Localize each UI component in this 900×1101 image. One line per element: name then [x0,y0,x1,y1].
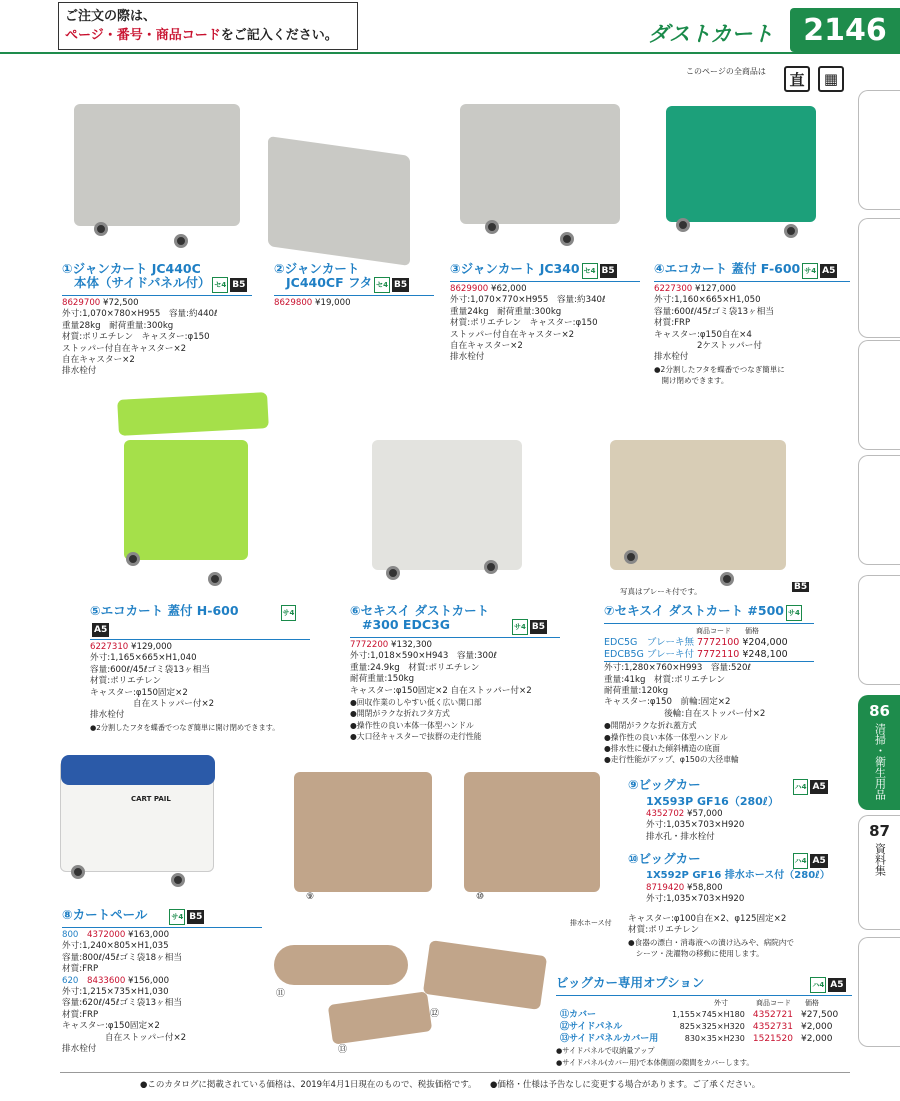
product-image-f600 [666,106,816,222]
product-code: 8629700 [62,298,101,308]
price: ¥62,000 [491,284,527,294]
hose-label: 排水ホース付 [570,919,612,927]
side-tab-blank-3[interactable] [858,340,900,450]
product-image-jc440c [74,104,240,226]
badge-p6: サ4 [512,619,528,635]
bigcar-common-specs: キャスター:φ100自在×2、φ125固定×2 材質:ポリエチレン ●食器の漂白・消毒液への漬け込みや、病院内で シーツ・洗濯物の移動に使用します。 [628,914,794,959]
side-tab-blank-5[interactable] [858,575,900,685]
photo-note: 写真はブレーキ付です。 [620,587,702,596]
badge-p9: ハ4 [793,779,809,795]
product-image-bigcar-10 [464,772,600,892]
badge-p1: セ4 [212,277,228,293]
product-image-side-panel [423,940,547,1010]
product-image-bigcar-9 [294,772,432,892]
table-row: ⑫サイドパネル 825×325×H320 4352731 ¥2,000 [560,1022,833,1033]
options-table [556,1009,842,1045]
badge-b-p3: B5 [601,266,615,276]
badge-p5: サ4 [281,605,297,621]
badge-p4: サ4 [802,263,818,279]
img-label-12: ⑫ [430,1009,440,1019]
category-title: ダストカート [648,22,774,46]
header-rule [0,52,900,54]
img-label-11: ⑪ [276,989,286,999]
table-row: ⑬サイドパネルカバー用 830×35×H230 1521520 ¥2,000 [560,1034,833,1045]
product-code: 6227300 [654,284,693,294]
bigcar-options: ビッグカー専用オプション ハ4 A5 外寸 商品コード 価格 ⑪カバー 1,155×745×H180 4352721 ¥27,500 ⑫サイドパネル 825×325×H320 4352731 ¥2,000 ⑬サイドパネルカバー用 830×35×H230 1521520 ¥2,000 ●サイドパネルで収納量アップ ●サイドパネル(カバー用)で本体側面の隙間をカバーします。 [556,976,852,1068]
product-code: 7772200 [350,640,389,650]
product-code: 8629900 [450,284,489,294]
badge-b-p1: B5 [232,280,246,290]
product-image-edc5g [610,440,786,570]
product-8: ⑧カートペール サ4 B5 800 4372000 ¥163,000 外寸:1,240×805×H1,035 容量:800ℓ/45ℓゴミ袋18ヶ相当 材質:FRP 620 8433600 ¥156,000 外寸:1,215×735×H1,030 容量:620ℓ/45ℓゴミ袋13ヶ相当 材質:FRP キャスター:φ150固定×2 自在ストッパー付×2 排水栓付 [62,908,262,1055]
table-row: ⑪カバー 1,155×745×H180 4352721 ¥27,500 [560,1010,839,1021]
notice-red-text: ページ・番号・商品コード [65,28,221,43]
badge-p2: セ4 [374,277,390,293]
badge-p8: サ4 [169,909,185,925]
side-tab-blank-4[interactable] [858,455,900,565]
badge-p3: セ4 [582,263,598,279]
product-image-cover [274,945,408,985]
badge-p10: ハ4 [793,853,809,869]
product-image-h600-lid [117,392,269,436]
product-code: 8629800 [274,298,313,308]
badge-b-p4: A5 [822,266,836,276]
product-5: ⑤エコカート 蓋付 H-600 サ4A5 6227310 ¥129,000 外寸:1,165×665×H1,040 容量:600ℓ/45ℓゴミ袋13ヶ相当 材質:ポリエチレン キャスター:φ150固定×2 自在ストッパー付×2 排水栓付 ●2分割したフタを蝶番でつなぎ簡単に開け閉めできます。 [90,604,310,733]
direct-ship-icon: 直 [784,66,810,92]
footer-note-right: ●価格・仕様は予告なしに変更する場合があります。ご了承ください。 [490,1080,761,1090]
product-2: ②ジャンカート JC440CF フタ セ4 B5 8629800 ¥19,000 [274,262,434,309]
building-icon: ▦ [818,66,844,92]
footer-note-left: ●このカタログに掲載されている価格は、2019年4月1日現在のもので、税抜価格です。 [140,1080,477,1090]
badge-b-p8: B5 [189,912,203,922]
price: ¥72,500 [103,298,139,308]
product-9: ⑨ビッグカー ハ4 A5 1X593P GF16（280ℓ） 4352702 ¥57,000 外寸:1,035×703×H920 排水孔・排水栓付 [628,777,826,842]
badge-b-options: A5 [830,980,844,990]
product-4: ④エコカート 蓋付 F-600 サ4 A5 6227300 ¥127,000 外寸:1,160×665×H1,050 容量:600ℓ/45ℓゴミ袋13ヶ相当 材質:FRP キャスター:φ150自在×4 2ケストッパー付 排水栓付 ●2分割したフタを蝶番でつなぎ簡単に 開け閉めできます。 [654,262,850,387]
product-image-side-panel-cover [328,991,433,1045]
product-image-edc3g [372,440,522,570]
product-code: 6227310 [90,642,129,652]
badge-b-p2: B5 [393,280,408,290]
product-6: ⑥セキスイ ダストカート #300 EDC3G サ4 B5 7772200 ¥132,300 外寸:1,018×590×H943 容量:300ℓ 重量:24.9kg 材質:ポリエチレン 耐荷重量:150kg キャスター:φ150固定×2 自在ストッパー付×2 ●回収作業のしやすい低く広い開口部 ●開閉がラクな折れフタ方式 ●操作性の良い本体一体型ハンドル ●大口径キャスターで抜群の走行性能 [350,604,560,743]
badge-p7: サ4 [786,605,802,621]
badge-b-p6: B5 [531,622,545,632]
order-notice: ご注文の際は、 ページ・番号・商品コードをご記入ください。 [58,2,358,50]
product-image-cart-pail: CART PAIL [60,760,214,872]
side-tab-blank-1[interactable] [858,90,900,210]
badge-b-p10: A5 [812,856,826,866]
product-1: ①ジャンカート JC440C 本体（サイドパネル付） セ4 B5 8629700 ¥72,500 外寸:1,070×780×H955 容量:約440ℓ 重量28kg 耐荷重量:300kg 材質:ポリエチレン キャスター:φ150 ストッパー付自在キャスター×2 自在キャスター×2 排水栓付 [62,262,252,378]
price: ¥127,000 [695,284,737,294]
product-3: ③ジャンカート JC340 セ4 B5 8629900 ¥62,000 外寸:1,070×770×H955 容量:約340ℓ 重量24kg 耐荷重量:300kg 材質:ポリエチレン キャスター:φ150 ストッパー付自在キャスター×2 自在キャスター×2 排水栓付 [450,262,640,364]
img-label-9: ⑨ [306,892,315,902]
badge-b-p5: A5 [94,625,108,635]
product-7: ⑦セキスイ ダストカート #500 サ4 商品コード 価格 EDC5G ブレーキ無 7772100 ¥204,000 EDCB5G ブレーキ付 7772110 ¥248,100 外寸:1,280×760×H993 容量:520ℓ 重量:41kg 材質:ポリエチレン 耐荷重量:120kg キャスター:φ150 前輪:固定×2 後輪:自在ストッパー付×2 ●開閉がラクな折れ蓋方式 ●操作性の良い本体一体型ハンドル ●排水性に優れた傾斜構造の底面 ●走行性能がアップ、φ150の大径車輪 [604,604,814,766]
side-tab-87[interactable]: 87 資料集 [858,815,900,930]
img-label-10: ⑩ [476,892,485,902]
side-tab-blank-2[interactable] [858,218,900,338]
img-label-13: ⑬ [338,1045,348,1055]
badge-p7-photo: B5 [794,582,808,592]
product-image-jc340 [460,104,620,224]
side-tab-86[interactable]: 86 清掃・衛生用品 [858,695,900,810]
price: ¥129,000 [131,642,173,652]
badge-options: ハ4 [810,977,826,993]
badge-b-p9: A5 [812,782,826,792]
all-items-note: このページの全商品は [686,67,766,76]
footer-rule [60,1072,850,1073]
product-10: ⑩ビッグカー ハ4 A5 1X592P GF16 排水ホース付（280ℓ） 8719420 ¥58,800 外寸:1,035×703×H920 [628,851,830,905]
product-image-jc440cf-lid [268,136,410,266]
price: ¥132,300 [391,640,433,650]
page-number: 2146 [790,8,900,52]
side-tab-blank-6[interactable] [858,937,900,1047]
product-image-h600 [124,440,248,560]
price: ¥19,000 [315,298,351,308]
